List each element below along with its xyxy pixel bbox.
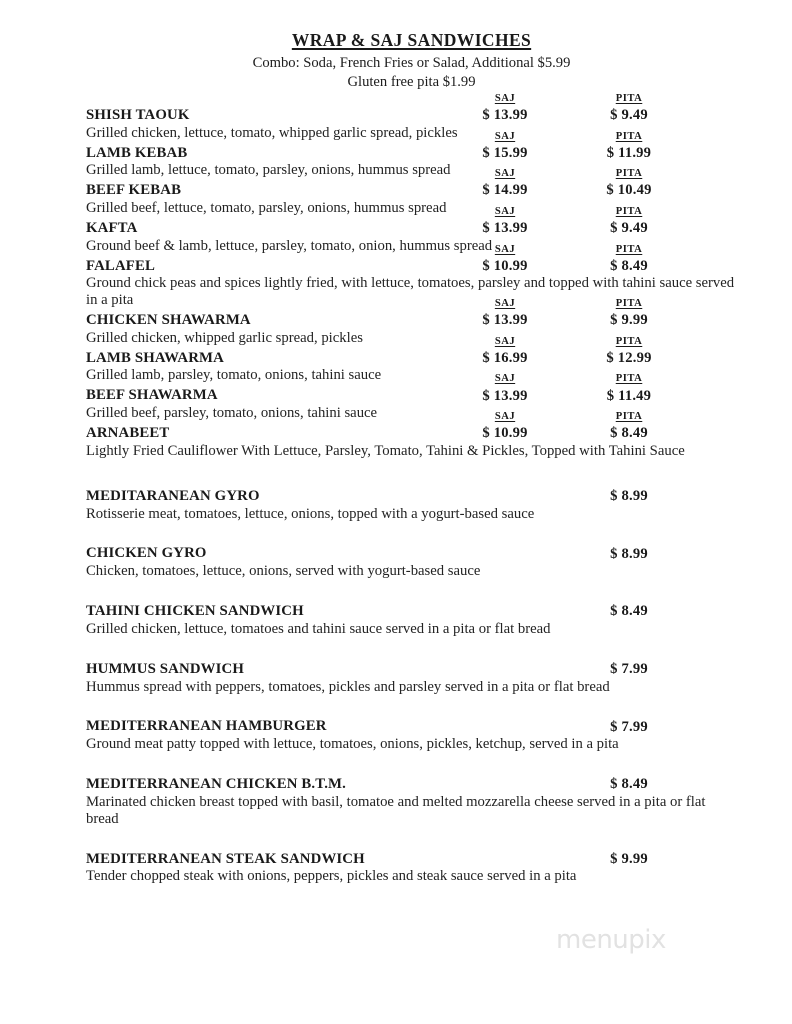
pita-column-label: PITA — [615, 206, 643, 217]
saj-price: $ 13.99 — [482, 312, 528, 329]
pita-price-cell — [586, 94, 672, 123]
menu-item-name: SHISH TAOUK — [86, 106, 190, 123]
menu-item-name: HUMMUS SANDWICH — [86, 660, 245, 677]
menu-item-price: $ 9.99 — [610, 850, 648, 867]
menu-item-price: $ 8.99 — [610, 545, 648, 562]
pita-price-cell — [586, 132, 672, 161]
menu-item — [86, 602, 737, 638]
menu-item-header — [86, 775, 737, 792]
menu-item-name: BEEF KEBAB — [86, 182, 182, 199]
pita-price-cell — [586, 207, 672, 236]
menu-item-header — [86, 487, 737, 504]
menu-item-name: CHICKEN GYRO — [86, 545, 207, 562]
saj-price: $ 13.99 — [482, 387, 528, 404]
pita-column-label: PITA — [615, 92, 643, 104]
menu-item-description: Grilled chicken, whipped garlic spread, pickles — [86, 329, 363, 346]
pita-price: $ 11.99 — [606, 144, 652, 161]
saj-price-cell — [462, 169, 548, 198]
saj-price: $ 13.99 — [482, 107, 528, 124]
menu-item-price: $ 8.49 — [610, 603, 648, 620]
saj-price: $ 10.99 — [482, 257, 528, 274]
menu-item-name: KAFTA — [86, 219, 138, 236]
menu-item-name: CHICKEN SHAWARMA — [86, 311, 251, 328]
menu-item-description: Grilled chicken, lettuce, tomatoes and tahini sauce served in a pita or flat bread — [86, 620, 551, 637]
saj-price-cell — [462, 299, 548, 328]
pita-price: $ 9.49 — [610, 107, 648, 124]
menu-item-name: MEDITERRANEAN STEAK SANDWICH — [86, 850, 365, 867]
pita-column-label: PITA — [615, 243, 643, 255]
saj-column-label: SAJ — [494, 168, 516, 180]
menu-item-price: $ 7.99 — [610, 660, 648, 677]
single-price-item-list — [86, 487, 737, 886]
menu-item — [86, 544, 737, 580]
combo-note: Combo: Soda, French Fries or Salad, Additional $5.99 — [252, 55, 571, 71]
saj-price-cell — [462, 94, 548, 123]
menu-item-price: $ 8.49 — [610, 776, 648, 793]
menu-item-header — [86, 602, 737, 619]
saj-price: $ 10.99 — [482, 425, 528, 442]
saj-column-label: SAJ — [494, 206, 516, 217]
pita-column-label: PITA — [615, 411, 643, 423]
menu-item — [86, 717, 737, 753]
menu-item — [86, 660, 737, 696]
menu-item-description: Ground meat patty topped with lettuce, tomatoes, onions, pickles, ketchup, served in a pita — [86, 736, 619, 753]
pita-price-cell — [586, 412, 672, 441]
pita-column-label: PITA — [615, 130, 643, 142]
menu-item-description: Grilled chicken, lettuce, tomato, whipped garlic spread, pickles — [86, 124, 458, 141]
menu-item-name: LAMB SHAWARMA — [86, 349, 225, 366]
saj-price-cell — [462, 412, 548, 441]
pita-price-cell — [586, 337, 672, 366]
saj-column-label: SAJ — [494, 298, 516, 310]
pita-price: $ 12.99 — [606, 349, 652, 366]
menu-item-description: Grilled lamb, parsley, tomato, onions, tahini sauce — [86, 367, 382, 384]
menu-item-description: Hummus spread with peppers, tomatoes, pickles and parsley served in a pita or flat bread — [86, 678, 610, 695]
pita-price-cell — [586, 245, 672, 274]
menu-item-description: Grilled beef, lettuce, tomato, parsley, onions, hummus spread — [86, 200, 447, 216]
menu-item-price: $ 7.99 — [610, 718, 648, 735]
pita-price-cell — [586, 374, 672, 403]
menu-item — [86, 849, 737, 885]
saj-price-cell — [462, 245, 548, 274]
menu-item-header — [86, 849, 737, 866]
saj-price: $ 15.99 — [482, 144, 528, 161]
pita-price-cell — [586, 299, 672, 328]
menu-item-description: Ground chick peas and spices lightly fried, with lettuce, tomatoes, parsley and topped with tahini sauce served in a pita — [86, 275, 735, 309]
menu-item-description: Ground beef & lamb, lettuce, parsley, tomato, onion, hummus spread — [86, 237, 493, 254]
menu-item-header — [86, 298, 737, 329]
menu-item-name: FALAFEL — [86, 257, 156, 274]
menu-item-description: Rotisserie meat, tomatoes, lettuce, onions, topped with a yogurt-based sauce — [86, 505, 535, 522]
saj-price-cell — [462, 207, 548, 236]
saj-column-label: SAJ — [494, 335, 516, 347]
saj-column-label: SAJ — [494, 92, 516, 104]
menu-item-name: MEDITERRANEAN HAMBURGER — [86, 718, 327, 735]
pita-column-label: PITA — [615, 373, 643, 385]
menu-item-header — [86, 92, 737, 124]
saj-price-cell — [462, 374, 548, 403]
menu-item-description: Grilled lamb, lettuce, tomato, parsley, onions, hummus spread — [86, 162, 451, 179]
pita-price: $ 8.49 — [610, 257, 648, 274]
pita-price-cell — [586, 169, 672, 198]
saj-price-cell — [462, 132, 548, 161]
menu-item-name: ARNABEET — [86, 425, 170, 442]
pita-column-label: PITA — [615, 168, 643, 180]
saj-price: $ 13.99 — [482, 220, 528, 237]
menu-item-description: Grilled beef, parsley, tomato, onions, tahini sauce — [86, 405, 378, 422]
gluten-free-note: Gluten free pita $1.99 — [347, 73, 476, 90]
menu-item-header — [86, 544, 737, 561]
pita-column-label: PITA — [615, 335, 643, 347]
menu-item-header — [86, 717, 737, 734]
menupix-watermark: menupix — [556, 925, 666, 955]
menu-item-description: Tender chopped steak with onions, peppers, pickles and steak sauce served in a pita — [86, 868, 577, 885]
menu-item — [86, 775, 737, 827]
menu-item-description: Marinated chicken breast topped with basil, tomatoe and melted mozzarella cheese served in a pita or flat bread — [86, 793, 706, 827]
menu-item-name: TAHINI CHICKEN SANDWICH — [86, 603, 304, 620]
dual-price-item-list — [86, 92, 737, 460]
pita-price: $ 11.49 — [606, 387, 652, 404]
menu-item — [86, 487, 737, 523]
saj-column-label: SAJ — [494, 243, 516, 255]
page-title: WRAP & SAJ SANDWICHES — [291, 30, 532, 50]
pita-price: $ 9.49 — [610, 220, 648, 237]
pita-column-label: PITA — [615, 298, 643, 310]
menu-header — [86, 30, 737, 92]
pita-price: $ 10.49 — [606, 182, 652, 199]
saj-price: $ 14.99 — [482, 182, 528, 199]
menu-item-header — [86, 660, 737, 677]
saj-column-label: SAJ — [494, 411, 516, 423]
menu-item-price: $ 8.99 — [610, 487, 648, 504]
menu-item-description: Chicken, tomatoes, lettuce, onions, served with yogurt-based sauce — [86, 563, 481, 580]
pita-price: $ 8.49 — [610, 425, 648, 442]
saj-price-cell — [462, 337, 548, 366]
menu-item-description: Lightly Fried Cauliflower With Lettuce, Parsley, Tomato, Tahini & Pickles, Topped with Tahini Sauce — [86, 442, 685, 459]
menu-item-name: MEDITERRANEAN CHICKEN B.T.M. — [86, 776, 347, 793]
saj-column-label: SAJ — [494, 373, 516, 385]
menu-item-name: LAMB KEBAB — [86, 144, 188, 161]
menu-item-name: MEDITARANEAN GYRO — [86, 487, 260, 504]
menu-item-name: BEEF SHAWARMA — [86, 387, 218, 404]
saj-price: $ 16.99 — [482, 349, 528, 366]
saj-column-label: SAJ — [494, 130, 516, 142]
pita-price: $ 9.99 — [610, 312, 648, 329]
